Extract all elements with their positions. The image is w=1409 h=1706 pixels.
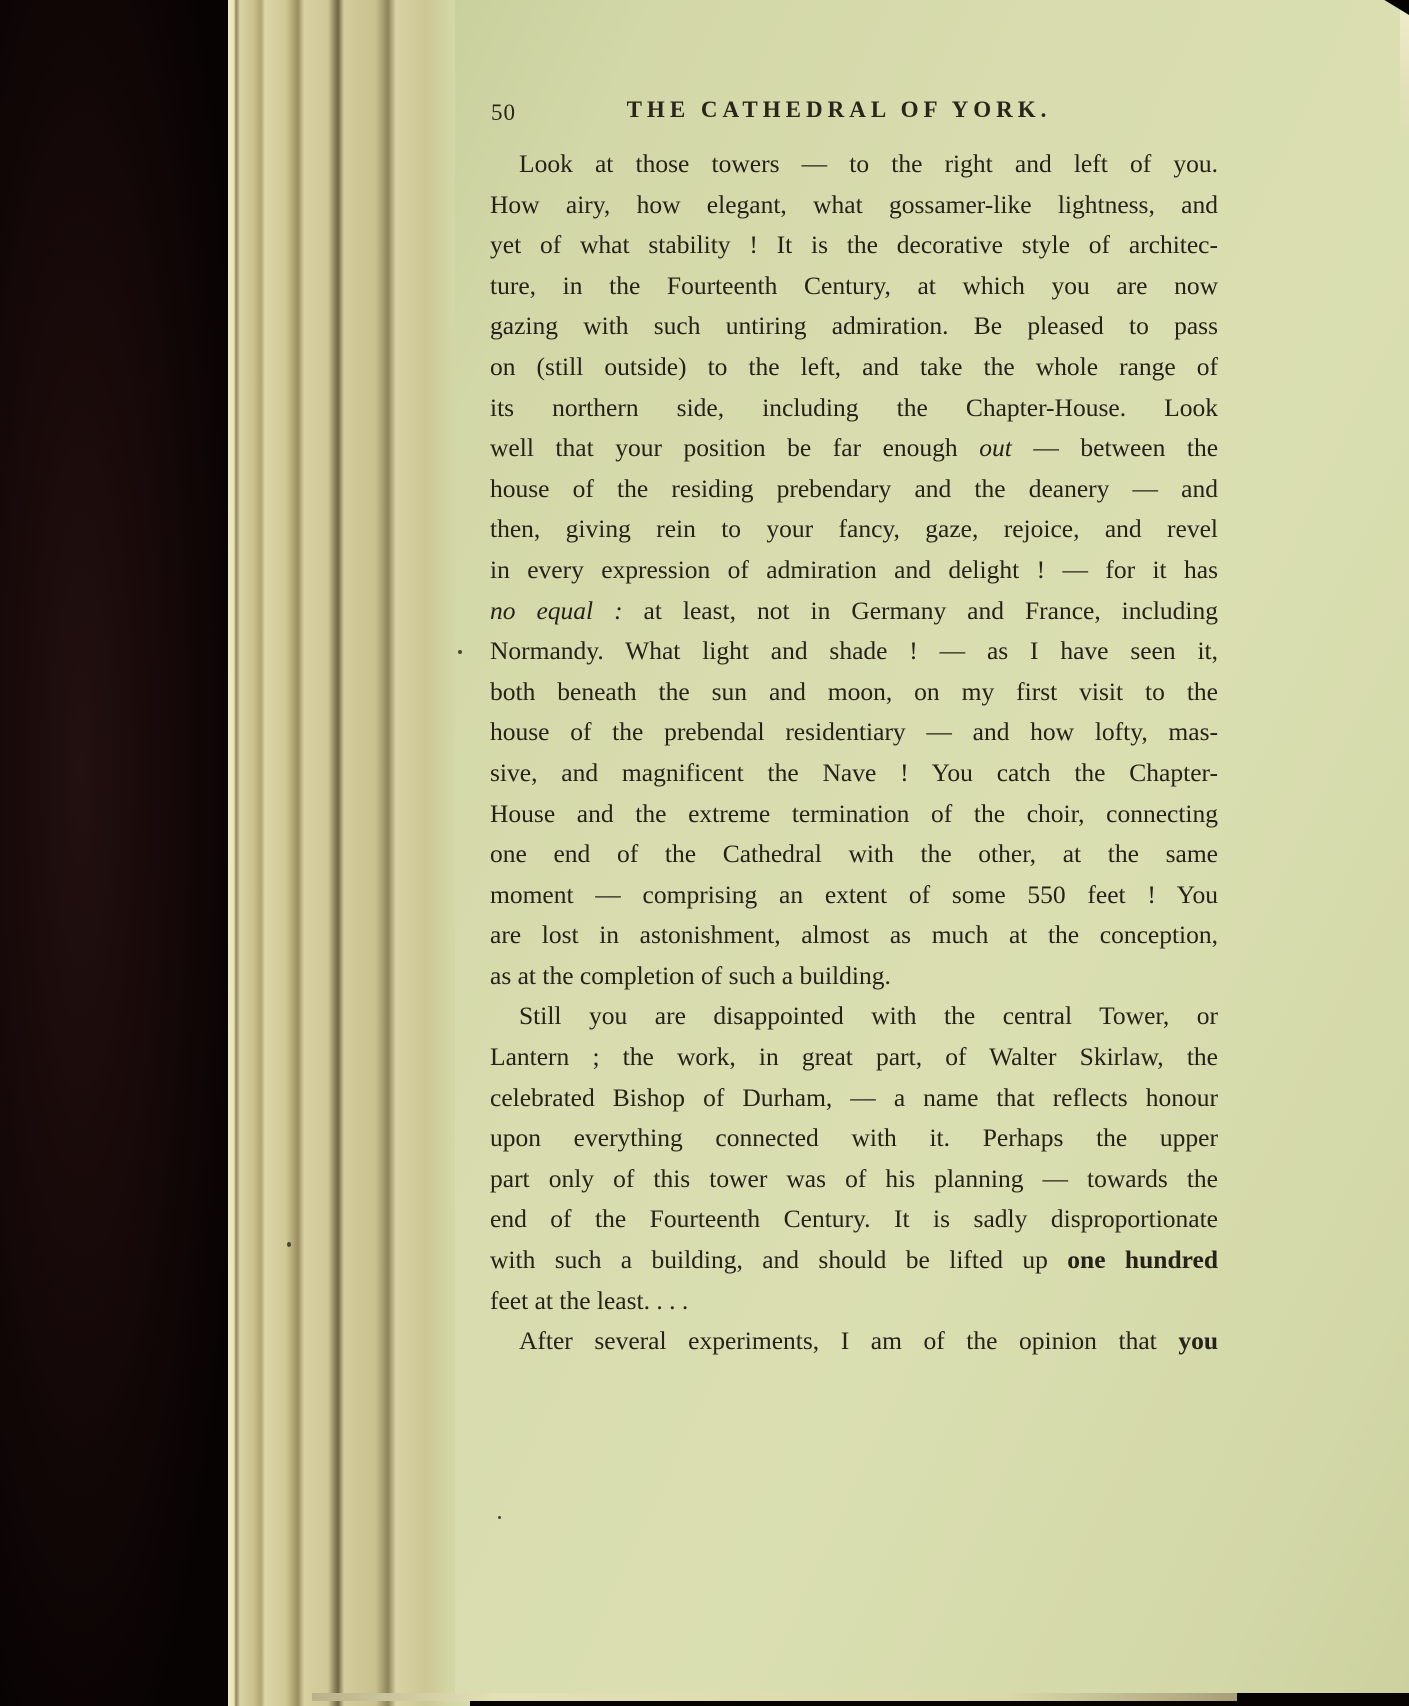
text-segment: then, giving rein to your fancy, gaze, rejoice, and revel [490,514,1218,544]
text-line [490,352,1218,393]
text-segment: out [979,433,1012,463]
text-line [490,1083,1218,1124]
text-line [490,311,1218,352]
text-segment: House and the extreme termination of the choir, connecting [490,798,1218,828]
text-segment: house of the residing prebendary and the deanery — and [490,473,1218,503]
text-segment: upon everything connected with it. Perhaps the upper [490,1123,1218,1153]
text-segment: Normandy. What light and shade ! — as I have seen it, [490,636,1218,666]
text-segment: you [1178,1326,1218,1356]
text-segment: one hundred [1067,1245,1218,1275]
text-segment: in every expression of admiration and delight ! — for it has [490,554,1218,584]
backdrop-shadow [0,0,232,1706]
text-segment: house of the prebendal residentiary — and how lofty, mas- [490,717,1218,747]
text-segment: at least, not in Germany and France, including [622,595,1218,625]
text-line [490,961,1218,1002]
text-segment: ture, in the Fourteenth Century, at which you are now [490,270,1218,300]
text-line [490,230,1218,271]
text-segment: How airy, how elegant, what gossamer-like lightness, and [490,189,1218,219]
text-line [490,839,1218,880]
text-line [490,636,1218,677]
text-segment: gazing with such untiring admiration. Be pleased to pass [490,311,1218,341]
text-segment: Lantern ; the work, in great part, of Walter Skirlaw, the [490,1042,1218,1072]
text-line [490,717,1218,758]
text-line [490,1123,1218,1164]
text-segment: are lost in astonishment, almost as much at the conception, [490,920,1218,950]
text-line [490,271,1218,312]
text-segment: — between the [1011,433,1219,463]
text-line [490,1326,1218,1367]
text-segment: After several experiments, I am of the opinion that [519,1326,1179,1356]
page-right-edge [1400,0,1409,140]
text-segment: Look at those towers — to the right and left of you. [519,149,1218,178]
text-line [490,555,1218,596]
book-page [455,0,1409,1693]
text-segment: feet at the least. . . . [490,1285,689,1315]
text-line [490,920,1218,961]
text-segment: one end of the Cathedral with the other, at the same [490,839,1218,869]
text-line [490,596,1218,637]
text-line [490,677,1218,718]
ink-speck [458,650,462,654]
text-segment: as at the completion of such a building. [490,960,891,990]
text-segment: its northern side, including the Chapter-House. Look [490,392,1218,422]
ink-speck [498,1516,501,1519]
text-line [490,880,1218,921]
text-line [490,799,1218,840]
text-segment: well that your position be far enough [490,433,980,463]
text-line [490,1001,1218,1042]
ink-speck [287,1242,291,1247]
text-line [490,474,1218,515]
text-line [490,433,1218,474]
text-line [490,149,1218,190]
text-line [490,1042,1218,1083]
text-segment: moment — comprising an extent of some 550 feet ! You [490,879,1218,909]
text-segment: celebrated Bishop of Durham, — a name that reflects honour [490,1082,1218,1112]
running-title: THE CATHEDRAL OF YORK. [626,97,1052,122]
text-segment: end of the Fourteenth Century. It is sadly disproportionate [490,1204,1218,1234]
text-segment: part only of this tower was of his planning — towards the [490,1163,1218,1193]
page-edge-stack [228,0,470,1706]
body-text [490,149,1218,1367]
running-head [475,97,1203,123]
text-line [490,1204,1218,1245]
text-segment: both beneath the sun and moon, on my first visit to the [490,676,1218,706]
text-line [490,393,1218,434]
text-segment: no equal : [490,595,623,625]
text-line [490,190,1218,231]
text-segment: yet of what stability ! It is the decorative style of architec- [490,230,1218,260]
text-line [490,1245,1218,1286]
text-segment: Still you are disappointed with the central Tower, or [519,1001,1218,1031]
page-bottom-edge [312,1693,1237,1701]
text-line [490,1164,1218,1205]
text-line [490,758,1218,799]
text-line [490,514,1218,555]
text-segment: with such a building, and should be lifted up [490,1245,1068,1275]
text-segment: on (still outside) to the left, and take the whole range of [490,351,1218,381]
text-segment: sive, and magnificent the Nave ! You catch the Chapter- [490,757,1218,787]
text-line [490,1286,1218,1327]
page-number: 50 [491,100,516,125]
